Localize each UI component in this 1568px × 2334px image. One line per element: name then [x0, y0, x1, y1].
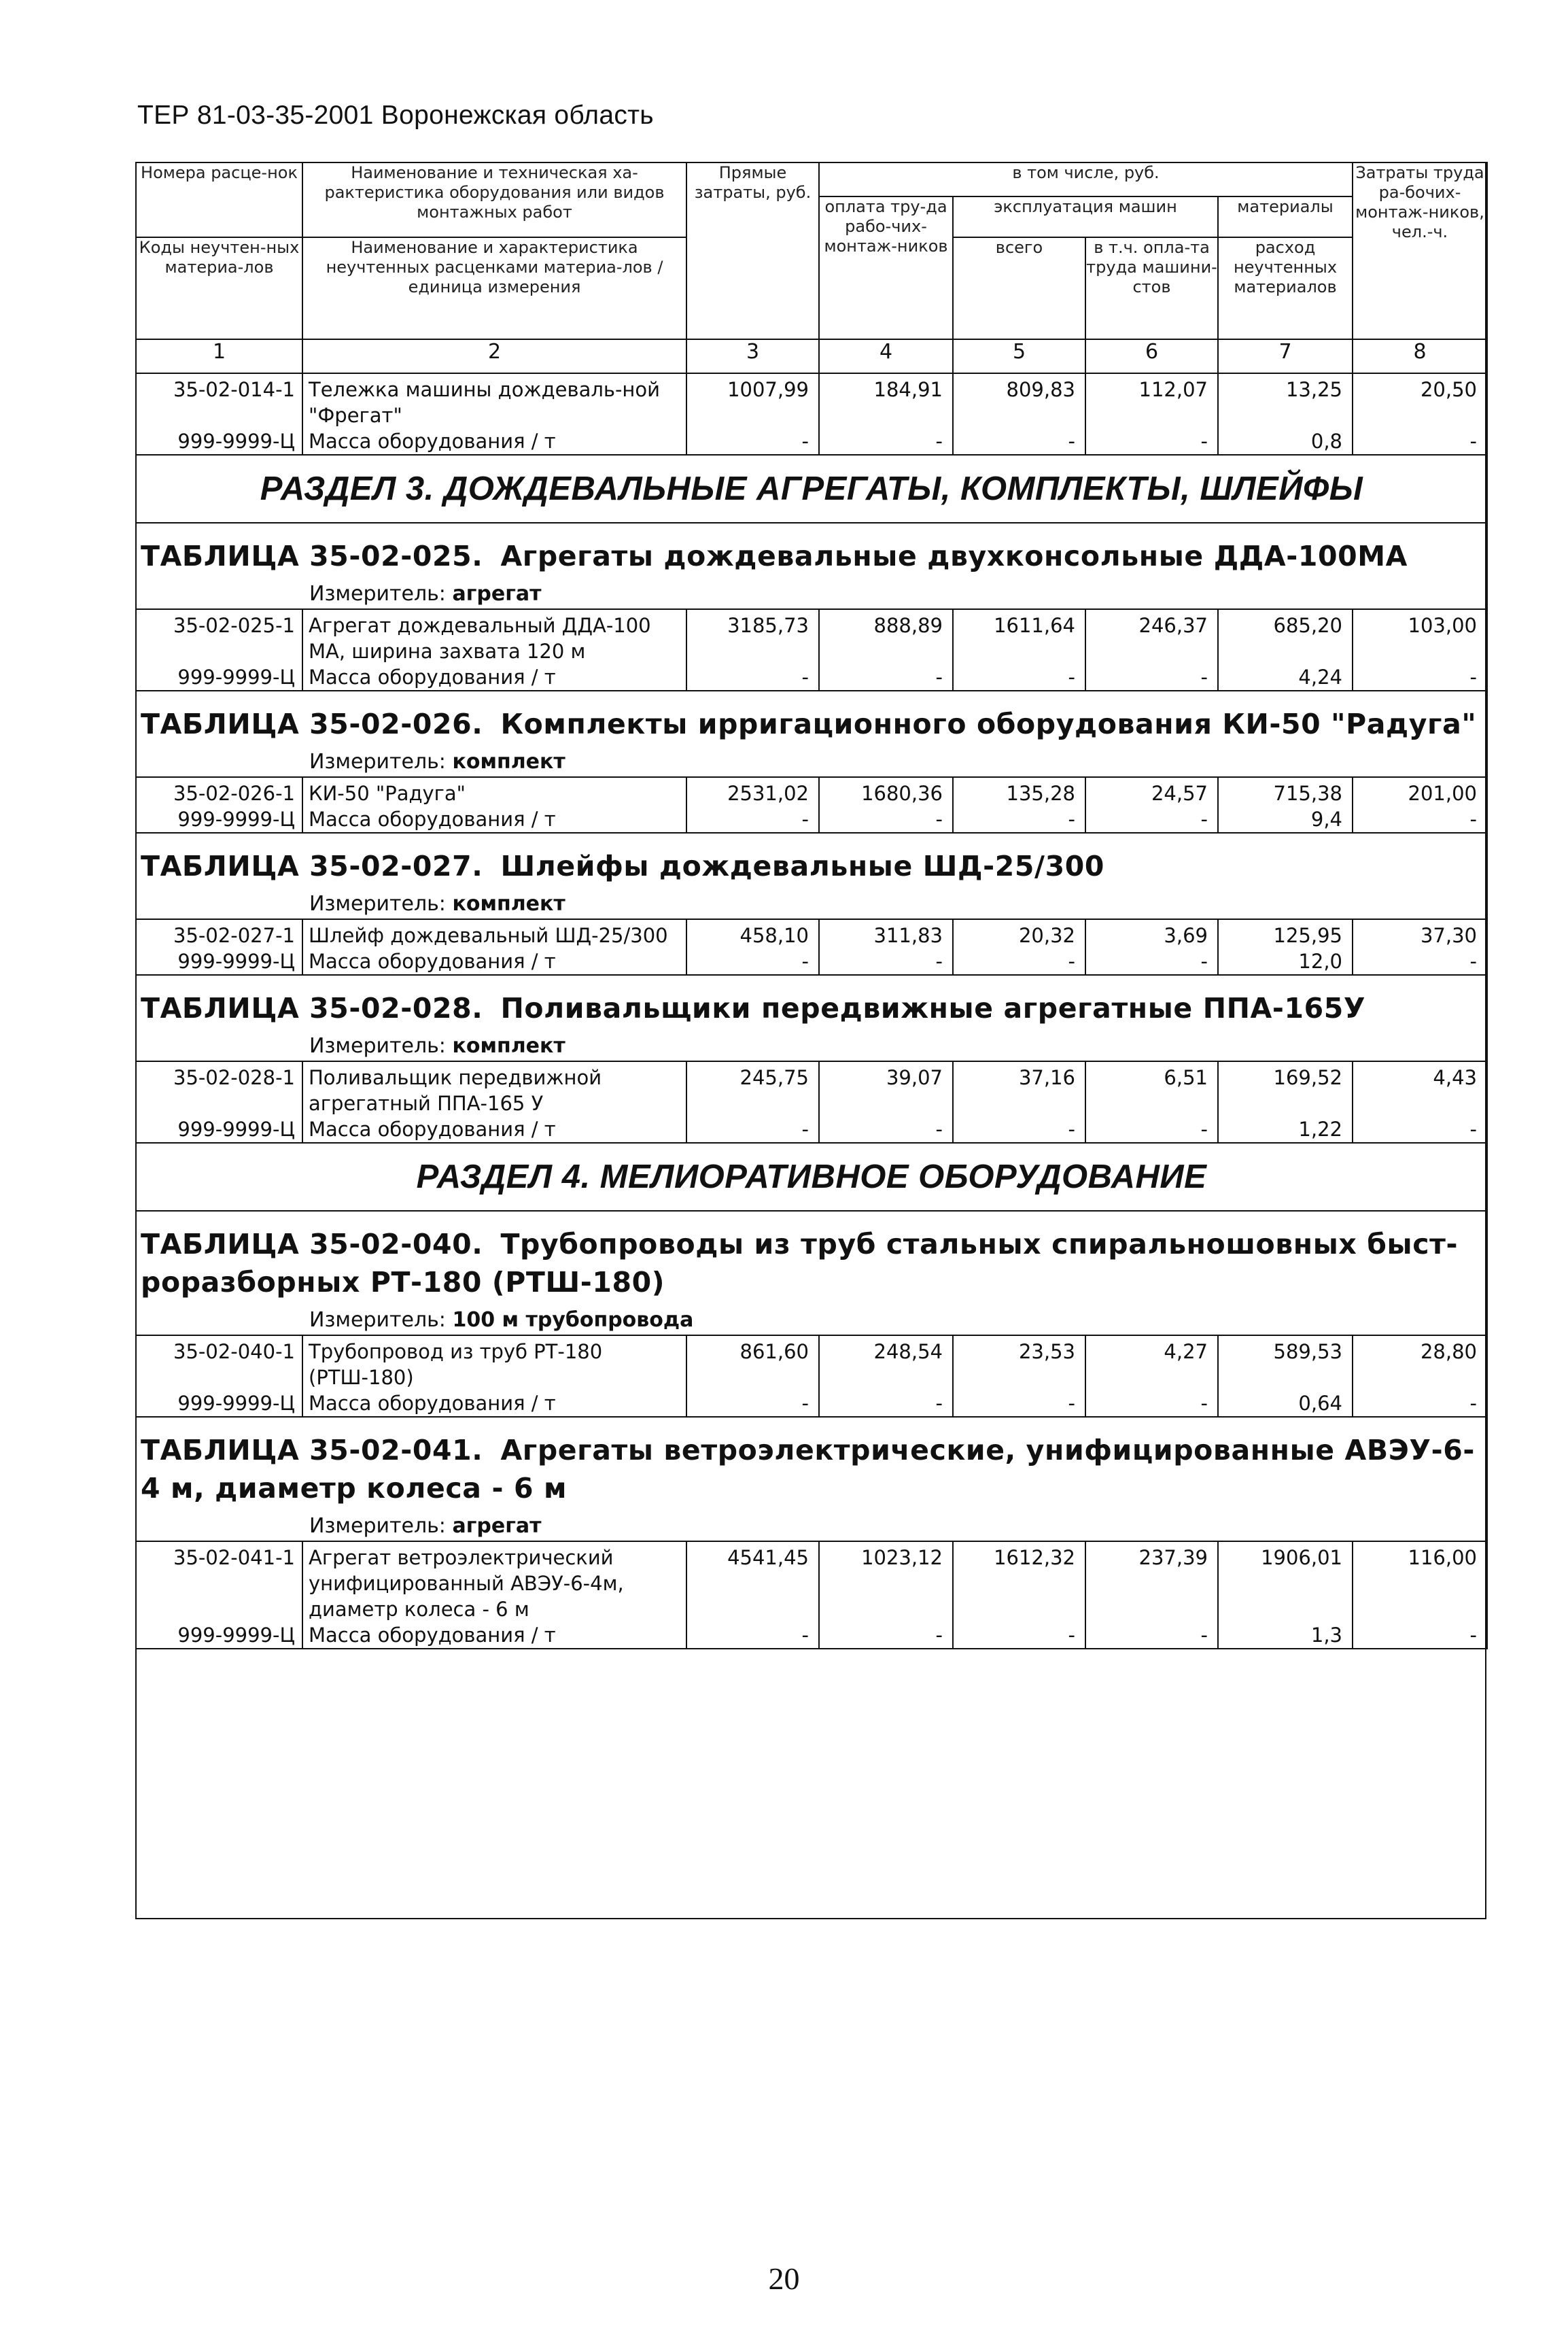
table-name: Агрегаты ветроэлектрические, унифицированные АВЭУ-6-4 м, диаметр колеса - 6 м	[141, 1434, 1475, 1505]
item-name: Поливальщик передвижной агрегатный ППА-165 У	[302, 1061, 686, 1116]
table-number: ТАБЛИЦА 35-02-027.	[141, 850, 483, 882]
table-title-row	[136, 833, 1487, 888]
table-title-row	[136, 523, 1487, 578]
materials-value: 0,8	[1218, 428, 1353, 455]
measure-value: комплект	[452, 750, 565, 774]
labor-pay-value: 1680,36	[819, 777, 953, 806]
table-title-row	[136, 691, 1487, 746]
rate-row	[136, 1061, 1487, 1116]
section-heading-row	[136, 455, 1487, 523]
rate-code: 999-9999-Ц	[136, 1622, 302, 1649]
item-name: Агрегат дождевальный ДДА-100 МА, ширина захвата 120 м	[302, 609, 686, 664]
labor-hours-value: -	[1353, 806, 1487, 833]
rate-code: 999-9999-Ц	[136, 806, 302, 833]
rate-row	[136, 777, 1487, 806]
labor-pay-value: -	[819, 428, 953, 455]
measure-row	[136, 1304, 1487, 1335]
page-number: 20	[768, 2261, 800, 2296]
labor-pay-value: -	[819, 1390, 953, 1417]
header-direct-costs: Прямые затраты, руб.	[686, 162, 819, 339]
item-name: Агрегат ветроэлектрический унифицированный АВЭУ-6-4м, диаметр колеса - 6 м	[302, 1541, 686, 1622]
rate-code: 999-9999-Ц	[136, 1116, 302, 1143]
item-name: Масса оборудования / т	[302, 1116, 686, 1143]
header-machine-operation: эксплуатация машин	[953, 196, 1218, 237]
labor-hours-value: 201,00	[1353, 777, 1487, 806]
item-name: Шлейф дождевальный ШД-25/300	[302, 919, 686, 948]
machine-labor-value: 237,39	[1085, 1541, 1218, 1622]
materials-value: 12,0	[1218, 948, 1353, 975]
material-row	[136, 428, 1487, 455]
direct-costs-value: 245,75	[686, 1061, 819, 1116]
direct-costs-value: -	[686, 1116, 819, 1143]
labor-hours-value: 4,43	[1353, 1061, 1487, 1116]
table-name: Комплекты ирригационного оборудования КИ-50 "Радуга"	[500, 708, 1477, 740]
document-header: ТЕР 81-03-35-2001 Воронежская область	[137, 101, 654, 130]
machine-total-value: -	[953, 806, 1085, 833]
rate-code: 999-9999-Ц	[136, 1390, 302, 1417]
material-row	[136, 1390, 1487, 1417]
labor-hours-value: -	[1353, 1622, 1487, 1649]
machine-labor-value: -	[1085, 1116, 1218, 1143]
measure-row	[136, 1030, 1487, 1061]
rate-code: 35-02-014-1	[136, 373, 302, 428]
direct-costs-value: -	[686, 664, 819, 691]
item-name: Масса оборудования / т	[302, 1622, 686, 1649]
materials-value: 1,22	[1218, 1116, 1353, 1143]
labor-pay-value: -	[819, 664, 953, 691]
header-including: в том числе, руб.	[819, 162, 1353, 196]
materials-value: 1906,01	[1218, 1541, 1353, 1622]
measure-unit	[136, 1304, 1487, 1335]
material-row	[136, 664, 1487, 691]
machine-labor-value: 112,07	[1085, 373, 1218, 428]
table-title	[136, 1211, 1487, 1304]
labor-pay-value: -	[819, 1116, 953, 1143]
machine-total-value: 1612,32	[953, 1541, 1085, 1622]
header-material-names: Наименование и характеристика неучтенных расценками материа-лов / единица измерения	[302, 237, 686, 339]
machine-labor-value: 3,69	[1085, 919, 1218, 948]
rate-code: 35-02-025-1	[136, 609, 302, 664]
measure-value: комплект	[452, 892, 565, 916]
material-row	[136, 948, 1487, 975]
price-table	[135, 162, 1488, 1649]
direct-costs-value: -	[686, 1622, 819, 1649]
machine-labor-value: -	[1085, 1390, 1218, 1417]
table-body	[136, 373, 1487, 1649]
header-labor-hours: Затраты труда ра-бочих-монтаж-ников, чел.-ч.	[1353, 162, 1487, 339]
rate-row	[136, 1541, 1487, 1622]
measure-label: Измеритель:	[309, 750, 446, 774]
item-name: Тележка машины дождеваль-ной "Фрегат"	[302, 373, 686, 428]
item-name: Масса оборудования / т	[302, 428, 686, 455]
table-title	[136, 1417, 1487, 1510]
measure-label: Измеритель:	[309, 1308, 446, 1332]
measure-label: Измеритель:	[309, 582, 446, 606]
labor-hours-value: -	[1353, 664, 1487, 691]
table-title	[136, 523, 1487, 578]
rate-code: 999-9999-Ц	[136, 428, 302, 455]
direct-costs-value: 861,60	[686, 1335, 819, 1390]
materials-value: 589,53	[1218, 1335, 1353, 1390]
materials-value: 9,4	[1218, 806, 1353, 833]
table-number: ТАБЛИЦА 35-02-040.	[141, 1228, 483, 1260]
labor-hours-value: -	[1353, 1116, 1487, 1143]
machine-labor-value: -	[1085, 664, 1218, 691]
column-number: 3	[686, 339, 819, 373]
direct-costs-value: 4541,45	[686, 1541, 819, 1622]
column-number: 7	[1218, 339, 1353, 373]
section-heading: РАЗДЕЛ 4. МЕЛИОРАТИВНОЕ ОБОРУДОВАНИЕ	[136, 1143, 1487, 1211]
measure-row	[136, 746, 1487, 777]
machine-total-value: 809,83	[953, 373, 1085, 428]
direct-costs-value: 3185,73	[686, 609, 819, 664]
machine-total-value: 23,53	[953, 1335, 1085, 1390]
materials-value: 1,3	[1218, 1622, 1353, 1649]
direct-costs-value: -	[686, 428, 819, 455]
table-number: ТАБЛИЦА 35-02-026.	[141, 708, 483, 740]
labor-pay-value: -	[819, 1622, 953, 1649]
labor-hours-value: 20,50	[1353, 373, 1487, 428]
measure-row	[136, 578, 1487, 609]
direct-costs-value: -	[686, 948, 819, 975]
labor-pay-value: 1023,12	[819, 1541, 953, 1622]
table-name: Агрегаты дождевальные двухконсольные ДДА-100МА	[500, 540, 1408, 572]
machine-labor-value: -	[1085, 1622, 1218, 1649]
materials-value: 169,52	[1218, 1061, 1353, 1116]
machine-labor-value: 24,57	[1085, 777, 1218, 806]
header-work-name: Наименование и техническая ха-рактеристика оборудования или видов монтажных работ	[302, 162, 686, 237]
measure-value: агрегат	[452, 1514, 542, 1538]
labor-hours-value: 116,00	[1353, 1541, 1487, 1622]
table-title-row	[136, 975, 1487, 1030]
header-materials: материалы	[1218, 196, 1353, 237]
column-number: 4	[819, 339, 953, 373]
machine-labor-value: -	[1085, 428, 1218, 455]
column-number: 6	[1085, 339, 1218, 373]
header-rate-numbers: Номера расце-нок	[136, 162, 302, 237]
direct-costs-value: 1007,99	[686, 373, 819, 428]
rate-code: 35-02-028-1	[136, 1061, 302, 1116]
material-row	[136, 1116, 1487, 1143]
materials-value: 715,38	[1218, 777, 1353, 806]
table-title	[136, 691, 1487, 746]
item-name: Масса оборудования / т	[302, 664, 686, 691]
measure-row	[136, 1510, 1487, 1541]
table-number: ТАБЛИЦА 35-02-025.	[141, 540, 483, 572]
measure-unit	[136, 888, 1487, 919]
table-number: ТАБЛИЦА 35-02-041.	[141, 1434, 483, 1466]
machine-labor-value: -	[1085, 948, 1218, 975]
table-number: ТАБЛИЦА 35-02-028.	[141, 992, 483, 1025]
column-number: 8	[1353, 339, 1487, 373]
materials-value: 0,64	[1218, 1390, 1353, 1417]
materials-value: 125,95	[1218, 919, 1353, 948]
material-row	[136, 1622, 1487, 1649]
labor-hours-value: 37,30	[1353, 919, 1487, 948]
item-name: Трубопровод из труб РТ-180 (РТШ-180)	[302, 1335, 686, 1390]
measure-value: 100 м трубопровода	[452, 1308, 694, 1332]
labor-hours-value: -	[1353, 948, 1487, 975]
labor-hours-value: 103,00	[1353, 609, 1487, 664]
machine-total-value: 20,32	[953, 919, 1085, 948]
rate-code: 999-9999-Ц	[136, 948, 302, 975]
table-header	[136, 162, 1487, 373]
machine-total-value: -	[953, 1390, 1085, 1417]
rate-row	[136, 609, 1487, 664]
labor-pay-value: 311,83	[819, 919, 953, 948]
material-row	[136, 806, 1487, 833]
direct-costs-value: 458,10	[686, 919, 819, 948]
measure-unit	[136, 1510, 1487, 1541]
item-name: КИ-50 "Радуга"	[302, 777, 686, 806]
labor-pay-value: 888,89	[819, 609, 953, 664]
machine-total-value: 1611,64	[953, 609, 1085, 664]
measure-unit	[136, 578, 1487, 609]
direct-costs-value: -	[686, 806, 819, 833]
measure-unit	[136, 746, 1487, 777]
measure-label: Измеритель:	[309, 1034, 446, 1058]
column-number: 5	[953, 339, 1085, 373]
measure-unit	[136, 1030, 1487, 1061]
labor-hours-value: -	[1353, 1390, 1487, 1417]
rate-code: 35-02-027-1	[136, 919, 302, 948]
table-title-row	[136, 1417, 1487, 1510]
rate-row	[136, 919, 1487, 948]
machine-total-value: -	[953, 1622, 1085, 1649]
direct-costs-value: -	[686, 1390, 819, 1417]
machine-total-value: 135,28	[953, 777, 1085, 806]
rate-code: 35-02-041-1	[136, 1541, 302, 1622]
table-name: Поливальщики передвижные агрегатные ППА-165У	[500, 992, 1366, 1025]
item-name: Масса оборудования / т	[302, 806, 686, 833]
table-title-row	[136, 1211, 1487, 1304]
rate-row	[136, 1335, 1487, 1390]
machine-total-value: -	[953, 1116, 1085, 1143]
header-machine-total: всего	[953, 237, 1085, 339]
materials-value: 685,20	[1218, 609, 1353, 664]
measure-label: Измеритель:	[309, 1514, 446, 1538]
header-labor-pay: оплата тру-да рабо-чих-монтаж-ников	[819, 196, 953, 339]
rate-code: 999-9999-Ц	[136, 664, 302, 691]
machine-labor-value: 6,51	[1085, 1061, 1218, 1116]
item-name: Масса оборудования / т	[302, 1390, 686, 1417]
table-name: Шлейфы дождевальные ШД-25/300	[500, 850, 1104, 882]
column-number: 2	[302, 339, 686, 373]
machine-labor-value: 246,37	[1085, 609, 1218, 664]
machine-total-value: -	[953, 948, 1085, 975]
measure-value: комплект	[452, 1034, 565, 1058]
table-title	[136, 975, 1487, 1030]
labor-pay-value: 184,91	[819, 373, 953, 428]
measure-row	[136, 888, 1487, 919]
rate-row	[136, 373, 1487, 428]
measure-value: агрегат	[452, 582, 542, 606]
table-name: Трубопроводы из труб стальных спиральношовных быст-роразборных РТ-180 (РТШ-180)	[141, 1228, 1459, 1299]
machine-labor-value: 4,27	[1085, 1335, 1218, 1390]
rate-code: 35-02-040-1	[136, 1335, 302, 1390]
machine-total-value: -	[953, 428, 1085, 455]
item-name: Масса оборудования / т	[302, 948, 686, 975]
labor-hours-value: 28,80	[1353, 1335, 1487, 1390]
labor-hours-value: -	[1353, 428, 1487, 455]
column-number: 1	[136, 339, 302, 373]
machine-total-value: -	[953, 664, 1085, 691]
measure-label: Измеритель:	[309, 892, 446, 916]
section-heading-row	[136, 1143, 1487, 1211]
header-materials-usage: расход неучтенных материалов	[1218, 237, 1353, 339]
labor-pay-value: -	[819, 948, 953, 975]
labor-pay-value: 39,07	[819, 1061, 953, 1116]
machine-total-value: 37,16	[953, 1061, 1085, 1116]
rate-code: 35-02-026-1	[136, 777, 302, 806]
materials-value: 13,25	[1218, 373, 1353, 428]
direct-costs-value: 2531,02	[686, 777, 819, 806]
labor-pay-value: -	[819, 806, 953, 833]
section-heading: РАЗДЕЛ 3. ДОЖДЕВАЛЬНЫЕ АГРЕГАТЫ, КОМПЛЕКТЫ, ШЛЕЙФЫ	[136, 455, 1487, 523]
machine-labor-value: -	[1085, 806, 1218, 833]
header-machine-labor: в т.ч. опла-та труда машини-стов	[1085, 237, 1218, 339]
materials-value: 4,24	[1218, 664, 1353, 691]
table-title	[136, 833, 1487, 888]
labor-pay-value: 248,54	[819, 1335, 953, 1390]
header-material-codes: Коды неучтен-ных материа-лов	[136, 237, 302, 339]
